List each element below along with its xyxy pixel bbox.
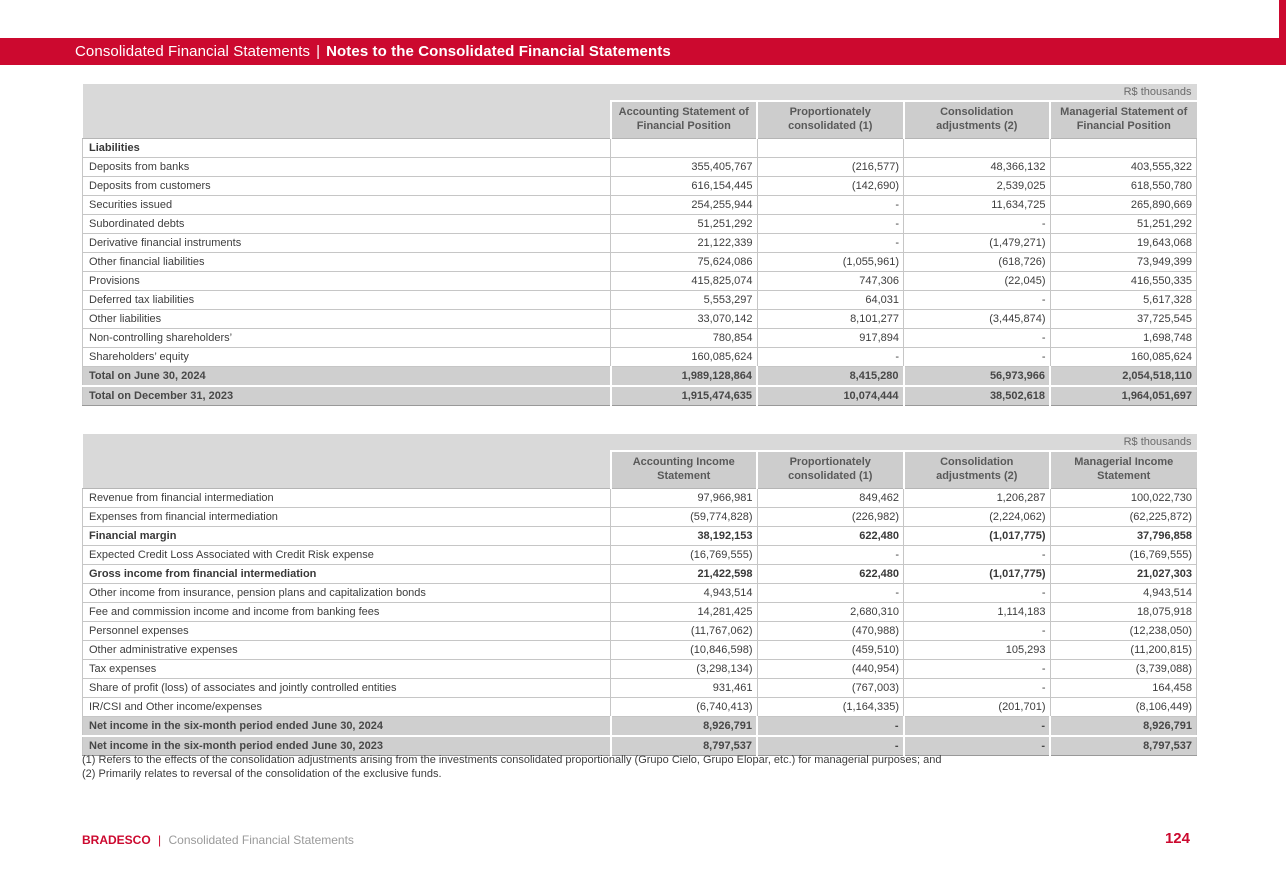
cell-value: 19,643,068 xyxy=(1050,233,1197,252)
row-label: Net income in the six-month period ended June 30, 2023 xyxy=(83,736,611,756)
cell-value: (22,045) xyxy=(904,271,1051,290)
row-label: Tax expenses xyxy=(83,659,611,678)
cell-value: (226,982) xyxy=(757,507,904,526)
total-row xyxy=(83,386,1197,406)
row-label: Total on December 31, 2023 xyxy=(83,386,611,406)
row-label: Expenses from financial intermediation xyxy=(83,507,611,526)
cell-value: (1,017,775) xyxy=(904,564,1051,583)
table-row xyxy=(83,195,1197,214)
table-row xyxy=(83,309,1197,328)
cell-value: 21,422,598 xyxy=(611,564,758,583)
column-header-proportionately: Proportionately consolidated (1) xyxy=(757,451,904,488)
top-right-red-accent xyxy=(1279,0,1286,40)
cell-value: - xyxy=(904,678,1051,697)
liabilities-table xyxy=(82,84,1197,406)
cell-value: - xyxy=(904,328,1051,347)
cell-value: 849,462 xyxy=(757,488,904,507)
cell-value: 416,550,335 xyxy=(1050,271,1197,290)
cell-value: 105,293 xyxy=(904,640,1051,659)
cell-value: (62,225,872) xyxy=(1050,507,1197,526)
cell-value: 73,949,399 xyxy=(1050,252,1197,271)
row-label: Financial margin xyxy=(83,526,611,545)
cell-value: 8,926,791 xyxy=(611,716,758,736)
row-label: Other liabilities xyxy=(83,309,611,328)
cell-value: (470,988) xyxy=(757,621,904,640)
cell-value: 355,405,767 xyxy=(611,157,758,176)
cell-value: 5,553,297 xyxy=(611,290,758,309)
cell-value: 75,624,086 xyxy=(611,252,758,271)
footnotes xyxy=(82,753,941,781)
cell-value: 51,251,292 xyxy=(611,214,758,233)
cell-value: 21,027,303 xyxy=(1050,564,1197,583)
banner-separator: | xyxy=(316,43,321,60)
cell-value: 4,943,514 xyxy=(1050,583,1197,602)
cell-value: 622,480 xyxy=(757,526,904,545)
cell-value: 8,797,537 xyxy=(611,736,758,756)
table-row xyxy=(83,678,1197,697)
cell-value: - xyxy=(757,545,904,564)
cell-value: - xyxy=(904,545,1051,564)
row-label: Liabilities xyxy=(83,138,611,157)
cell-value: (12,238,050) xyxy=(1050,621,1197,640)
table-row xyxy=(83,271,1197,290)
cell-value: 2,680,310 xyxy=(757,602,904,621)
row-label: Deposits from customers xyxy=(83,176,611,195)
page-number: 124 xyxy=(1164,830,1190,847)
row-label: Deferred tax liabilities xyxy=(83,290,611,309)
row-label: Total on June 30, 2024 xyxy=(83,366,611,386)
cell-value: (2,224,062) xyxy=(904,507,1051,526)
cell-value: - xyxy=(904,621,1051,640)
total-row xyxy=(83,716,1197,736)
cell-value: 38,192,153 xyxy=(611,526,758,545)
cell-value: 2,539,025 xyxy=(904,176,1051,195)
currency-unit-label: R$ thousands xyxy=(83,84,1197,101)
cell-value: 21,122,339 xyxy=(611,233,758,252)
footer xyxy=(82,833,354,847)
row-label: Revenue from financial intermediation xyxy=(83,488,611,507)
banner-subtitle: Notes to the Consolidated Financial Statements xyxy=(326,43,671,60)
income-table-totals xyxy=(83,716,1197,755)
cell-value xyxy=(1050,138,1197,157)
liabilities-table-body xyxy=(83,138,1197,366)
footer-separator: | xyxy=(158,833,162,847)
cell-value: 254,255,944 xyxy=(611,195,758,214)
table-row xyxy=(83,545,1197,564)
cell-value: 1,698,748 xyxy=(1050,328,1197,347)
cell-value: - xyxy=(757,583,904,602)
cell-value: - xyxy=(757,195,904,214)
cell-value: 4,943,514 xyxy=(611,583,758,602)
cell-value: - xyxy=(904,659,1051,678)
table-row xyxy=(83,488,1197,507)
cell-value: 97,966,981 xyxy=(611,488,758,507)
banner-title: Consolidated Financial Statements xyxy=(75,43,311,60)
cell-value: 160,085,624 xyxy=(611,347,758,366)
row-label: Fee and commission income and income from banking fees xyxy=(83,602,611,621)
cell-value: 8,101,277 xyxy=(757,309,904,328)
cell-value: (59,774,828) xyxy=(611,507,758,526)
income-table-wrapper xyxy=(82,434,1197,756)
cell-value: 37,796,858 xyxy=(1050,526,1197,545)
cell-value: 1,989,128,864 xyxy=(611,366,758,386)
table-row xyxy=(83,347,1197,366)
column-header-managerial: Managerial Statement of Financial Position xyxy=(1050,101,1197,138)
cell-value: 38,502,618 xyxy=(904,386,1051,406)
cell-value: 622,480 xyxy=(757,564,904,583)
cell-value: (3,298,134) xyxy=(611,659,758,678)
cell-value: - xyxy=(904,716,1051,736)
footnote-2: (2) Primarily relates to reversal of the consolidation of the exclusive funds. xyxy=(82,768,442,780)
row-label: Gross income from financial intermediation xyxy=(83,564,611,583)
cell-value: 917,894 xyxy=(757,328,904,347)
cell-value: 48,366,132 xyxy=(904,157,1051,176)
cell-value: - xyxy=(904,214,1051,233)
corner-cell xyxy=(83,451,611,488)
row-label: Provisions xyxy=(83,271,611,290)
cell-value: - xyxy=(757,716,904,736)
cell-value: - xyxy=(757,736,904,756)
cell-value: (1,164,335) xyxy=(757,697,904,716)
table-row xyxy=(83,640,1197,659)
cell-value: 403,555,322 xyxy=(1050,157,1197,176)
cell-value: - xyxy=(904,736,1051,756)
cell-value: (3,739,088) xyxy=(1050,659,1197,678)
footer-section-label: Consolidated Financial Statements xyxy=(168,833,354,847)
cell-value: (16,769,555) xyxy=(611,545,758,564)
cell-value: - xyxy=(904,290,1051,309)
liabilities-table-totals xyxy=(83,366,1197,405)
row-label: Personnel expenses xyxy=(83,621,611,640)
cell-value: - xyxy=(757,233,904,252)
cell-value: (11,767,062) xyxy=(611,621,758,640)
cell-value: 5,617,328 xyxy=(1050,290,1197,309)
cell-value: (3,445,874) xyxy=(904,309,1051,328)
row-label: Shareholders’ equity xyxy=(83,347,611,366)
row-label: Net income in the six-month period ended June 30, 2024 xyxy=(83,716,611,736)
cell-value: 56,973,966 xyxy=(904,366,1051,386)
row-label: IR/CSI and Other income/expenses xyxy=(83,697,611,716)
brand-name: BRADESCO xyxy=(82,833,151,847)
table-row xyxy=(83,564,1197,583)
cell-value: 265,890,669 xyxy=(1050,195,1197,214)
column-header-proportionately: Proportionately consolidated (1) xyxy=(757,101,904,138)
cell-value: - xyxy=(757,214,904,233)
cell-value: 164,458 xyxy=(1050,678,1197,697)
cell-value: 747,306 xyxy=(757,271,904,290)
cell-value: 8,926,791 xyxy=(1050,716,1197,736)
row-label: Non-controlling shareholders’ xyxy=(83,328,611,347)
liabilities-table-wrapper xyxy=(82,84,1197,406)
cell-value: 64,031 xyxy=(757,290,904,309)
table-row xyxy=(83,233,1197,252)
table-row xyxy=(83,176,1197,195)
cell-value: 780,854 xyxy=(611,328,758,347)
column-header-managerial: Managerial Income Statement xyxy=(1050,451,1197,488)
cell-value: (16,769,555) xyxy=(1050,545,1197,564)
cell-value: 33,070,142 xyxy=(611,309,758,328)
unit-row xyxy=(83,434,1197,451)
corner-cell xyxy=(83,101,611,138)
cell-value xyxy=(904,138,1051,157)
row-label: Securities issued xyxy=(83,195,611,214)
cell-value: (440,954) xyxy=(757,659,904,678)
cell-value: 1,206,287 xyxy=(904,488,1051,507)
unit-row xyxy=(83,84,1197,101)
table-row xyxy=(83,621,1197,640)
total-row xyxy=(83,366,1197,386)
footnote-1: (1) Refers to the effects of the consolidation adjustments arising from the investments consolidated proportionally (Grupo Cielo, Grupo Elopar, etc.) for managerial purposes; and xyxy=(82,754,942,766)
cell-value: - xyxy=(904,347,1051,366)
table-row xyxy=(83,602,1197,621)
column-header-row xyxy=(83,451,1197,488)
column-header-adjustments: Consolidation adjustments (2) xyxy=(904,101,1051,138)
cell-value: - xyxy=(757,347,904,366)
cell-value: 8,797,537 xyxy=(1050,736,1197,756)
cell-value: 37,725,545 xyxy=(1050,309,1197,328)
cell-value: 2,054,518,110 xyxy=(1050,366,1197,386)
cell-value: 1,915,474,635 xyxy=(611,386,758,406)
row-label: Expected Credit Loss Associated with Credit Risk expense xyxy=(83,545,611,564)
cell-value: (1,017,775) xyxy=(904,526,1051,545)
income-statement-table xyxy=(82,434,1197,756)
header-banner xyxy=(0,38,1286,65)
cell-value: 8,415,280 xyxy=(757,366,904,386)
cell-value: (201,701) xyxy=(904,697,1051,716)
table-row xyxy=(83,157,1197,176)
column-header-accounting: Accounting Income Statement xyxy=(611,451,758,488)
table-row xyxy=(83,138,1197,157)
cell-value xyxy=(611,138,758,157)
cell-value: (216,577) xyxy=(757,157,904,176)
cell-value: (618,726) xyxy=(904,252,1051,271)
cell-value xyxy=(757,138,904,157)
cell-value: 616,154,445 xyxy=(611,176,758,195)
row-label: Deposits from banks xyxy=(83,157,611,176)
cell-value: 18,075,918 xyxy=(1050,602,1197,621)
currency-unit-label: R$ thousands xyxy=(83,434,1197,451)
cell-value: 160,085,624 xyxy=(1050,347,1197,366)
table-row xyxy=(83,252,1197,271)
cell-value: (1,479,271) xyxy=(904,233,1051,252)
table-row xyxy=(83,583,1197,602)
table-row xyxy=(83,328,1197,347)
cell-value: (6,740,413) xyxy=(611,697,758,716)
row-label: Other financial liabilities xyxy=(83,252,611,271)
cell-value: 10,074,444 xyxy=(757,386,904,406)
row-label: Other income from insurance, pension plans and capitalization bonds xyxy=(83,583,611,602)
row-label: Derivative financial instruments xyxy=(83,233,611,252)
cell-value: 1,114,183 xyxy=(904,602,1051,621)
table-row xyxy=(83,507,1197,526)
cell-value: (767,003) xyxy=(757,678,904,697)
cell-value: - xyxy=(904,583,1051,602)
table-row xyxy=(83,214,1197,233)
cell-value: (142,690) xyxy=(757,176,904,195)
table-row xyxy=(83,659,1197,678)
cell-value: 1,964,051,697 xyxy=(1050,386,1197,406)
table-row xyxy=(83,526,1197,545)
column-header-row xyxy=(83,101,1197,138)
cell-value: 100,022,730 xyxy=(1050,488,1197,507)
row-label: Share of profit (loss) of associates and jointly controlled entities xyxy=(83,678,611,697)
cell-value: (1,055,961) xyxy=(757,252,904,271)
cell-value: 931,461 xyxy=(611,678,758,697)
cell-value: 11,634,725 xyxy=(904,195,1051,214)
table-row xyxy=(83,290,1197,309)
row-label: Subordinated debts xyxy=(83,214,611,233)
cell-value: 415,825,074 xyxy=(611,271,758,290)
cell-value: 14,281,425 xyxy=(611,602,758,621)
cell-value: (10,846,598) xyxy=(611,640,758,659)
income-table-body xyxy=(83,488,1197,716)
cell-value: (459,510) xyxy=(757,640,904,659)
column-header-adjustments: Consolidation adjustments (2) xyxy=(904,451,1051,488)
table-row xyxy=(83,697,1197,716)
cell-value: (11,200,815) xyxy=(1050,640,1197,659)
column-header-accounting: Accounting Statement of Financial Position xyxy=(611,101,758,138)
cell-value: 51,251,292 xyxy=(1050,214,1197,233)
cell-value: (8,106,449) xyxy=(1050,697,1197,716)
cell-value: 618,550,780 xyxy=(1050,176,1197,195)
row-label: Other administrative expenses xyxy=(83,640,611,659)
